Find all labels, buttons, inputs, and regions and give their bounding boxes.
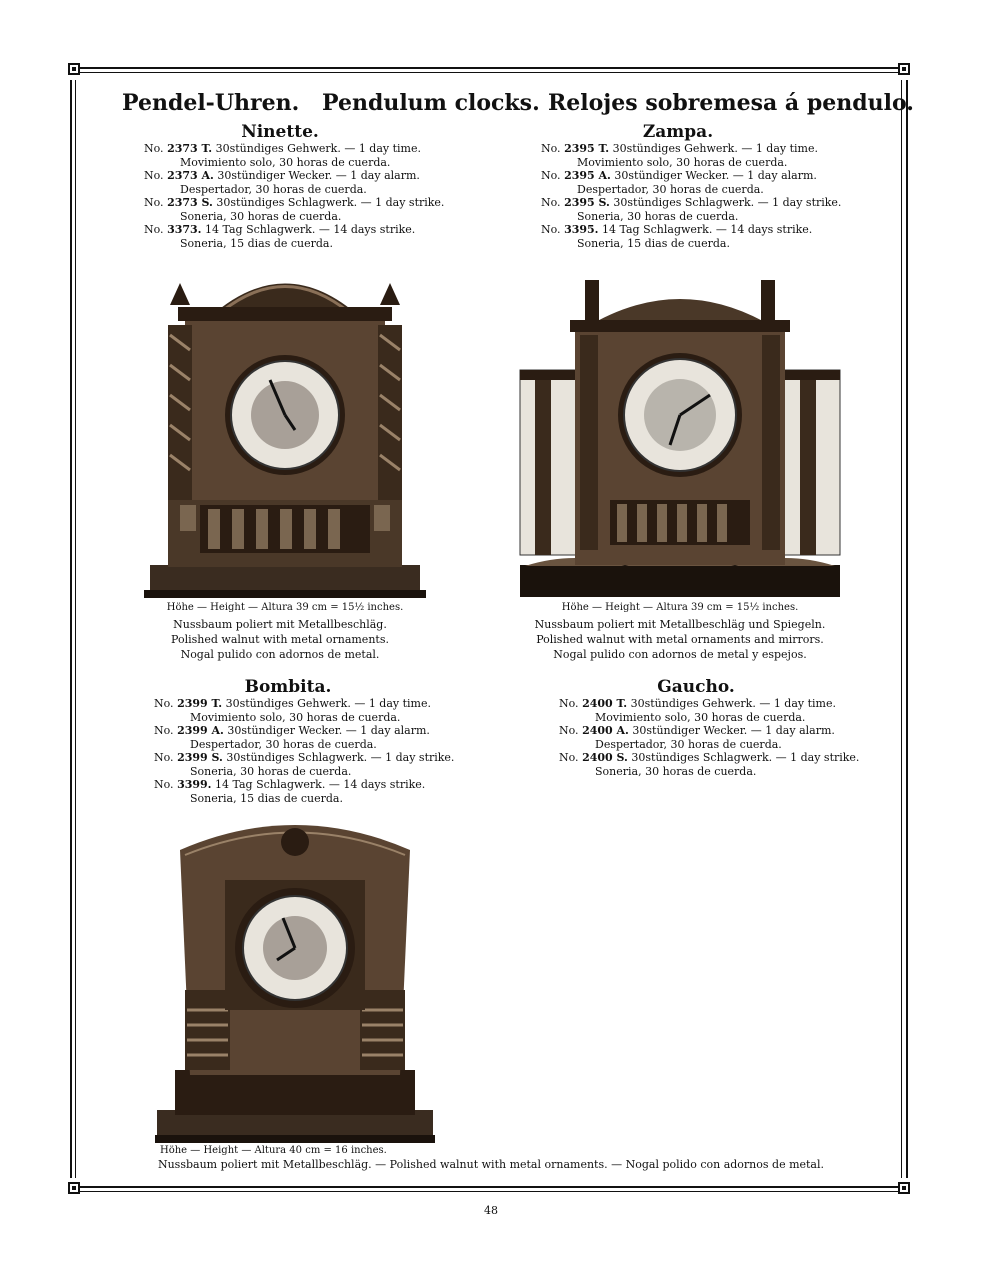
spec-list-ninette bbox=[144, 142, 444, 250]
spec-no: No. bbox=[541, 142, 561, 155]
spec-row bbox=[144, 142, 444, 156]
clock-illustration-bombita bbox=[155, 810, 435, 1145]
spec-text: 30stündiges Gehwerk. — 1 day time. bbox=[630, 697, 836, 710]
spec-text: 14 Tag Schlagwerk. — 14 days strike. bbox=[602, 223, 813, 236]
spec-sub: Soneria, 15 dias de cuerda. bbox=[180, 236, 333, 250]
spec-row bbox=[541, 196, 841, 210]
desc-zampa bbox=[530, 617, 830, 662]
header-spanish: Relojes sobremesa á pendulo. bbox=[548, 90, 914, 116]
desc-line: Nogal pulido con adornos de metal. bbox=[180, 648, 380, 661]
spec-no: No. bbox=[559, 724, 579, 737]
spec-row bbox=[144, 223, 444, 237]
frame-top-line-2 bbox=[80, 72, 898, 73]
desc-line: Nussbaum poliert mit Metallbeschläg und Spiegeln. bbox=[534, 618, 826, 631]
spec-no: No. bbox=[154, 697, 174, 710]
spec-sub: Soneria, 30 horas de cuerda. bbox=[577, 209, 739, 223]
caption-bombita: Höhe — Height — Altura 40 cm = 16 inches. bbox=[160, 1145, 387, 1156]
spec-code: 2373 S. bbox=[167, 196, 213, 209]
spec-row bbox=[541, 169, 841, 183]
frame-corner-ornament bbox=[68, 63, 80, 75]
spec-no: No. bbox=[541, 169, 561, 182]
spec-sub: Movimiento solo, 30 horas de cuerda. bbox=[180, 155, 391, 169]
spec-code: 2373 A. bbox=[167, 169, 214, 182]
spec-text: 30stündiges Schlagwerk. — 1 day strike. bbox=[613, 196, 842, 209]
header-german: Pendel-Uhren. bbox=[122, 90, 300, 116]
frame-corner-ornament bbox=[898, 1182, 910, 1194]
spec-no: No. bbox=[154, 724, 174, 737]
spec-no: No. bbox=[144, 142, 164, 155]
spec-row bbox=[541, 223, 841, 237]
spec-code: 2399 A. bbox=[177, 724, 224, 737]
spec-row bbox=[541, 142, 841, 156]
spec-row bbox=[154, 778, 454, 792]
spec-sub: Soneria, 15 dias de cuerda. bbox=[577, 236, 730, 250]
spec-row bbox=[154, 697, 454, 711]
frame-bottom-line-1 bbox=[80, 1186, 898, 1188]
spec-code: 2400 A. bbox=[582, 724, 629, 737]
spec-sub: Soneria, 15 dias de cuerda. bbox=[190, 791, 343, 805]
spec-list-zampa bbox=[541, 142, 841, 250]
caption-zampa: Höhe — Height — Altura 39 cm = 15½ inches. bbox=[561, 602, 799, 613]
spec-text: 30stündiges Schlagwerk. — 1 day strike. bbox=[226, 751, 455, 764]
spec-text: 30stündiges Gehwerk. — 1 day time. bbox=[215, 142, 421, 155]
spec-code: 3399. bbox=[177, 778, 212, 791]
spec-no: No. bbox=[559, 697, 579, 710]
spec-no: No. bbox=[144, 169, 164, 182]
spec-sub: Movimiento solo, 30 horas de cuerda. bbox=[577, 155, 788, 169]
frame-bottom-line-2 bbox=[80, 1191, 898, 1192]
spec-list-bombita bbox=[154, 697, 454, 805]
clock-illustration-zampa bbox=[515, 270, 845, 600]
spec-no: No. bbox=[154, 751, 174, 764]
model-title-ninette: Ninette. bbox=[241, 122, 319, 142]
desc-line: Polished walnut with metal ornaments and mirrors. bbox=[536, 633, 824, 646]
frame-left-line-1 bbox=[70, 80, 72, 1178]
page-number: 48 bbox=[484, 1204, 498, 1217]
spec-text: 14 Tag Schlagwerk. — 14 days strike. bbox=[205, 223, 416, 236]
desc-line: Nogal pulido con adornos de metal y espejos. bbox=[553, 648, 807, 661]
clock-illustration-ninette bbox=[140, 255, 430, 600]
spec-text: 30stündiges Schlagwerk. — 1 day strike. bbox=[631, 751, 860, 764]
spec-sub: Despertador, 30 horas de cuerda. bbox=[577, 182, 764, 196]
spec-code: 2400 T. bbox=[582, 697, 628, 710]
frame-left-line-2 bbox=[75, 80, 76, 1178]
spec-row bbox=[154, 751, 454, 765]
spec-code: 2399 S. bbox=[177, 751, 223, 764]
spec-row bbox=[559, 751, 859, 765]
spec-sub: Soneria, 30 horas de cuerda. bbox=[190, 764, 352, 778]
spec-no: No. bbox=[154, 778, 174, 791]
spec-row bbox=[559, 697, 859, 711]
spec-text: 14 Tag Schlagwerk. — 14 days strike. bbox=[215, 778, 426, 791]
spec-no: No. bbox=[144, 196, 164, 209]
spec-text: 30stündiger Wecker. — 1 day alarm. bbox=[227, 724, 430, 737]
model-title-zampa: Zampa. bbox=[642, 122, 714, 142]
spec-no: No. bbox=[541, 223, 561, 236]
model-title-gaucho: Gaucho. bbox=[657, 677, 735, 697]
header-english: Pendulum clocks. bbox=[322, 90, 540, 116]
spec-sub: Movimiento solo, 30 horas de cuerda. bbox=[595, 710, 806, 724]
spec-sub: Despertador, 30 horas de cuerda. bbox=[595, 737, 782, 751]
spec-row bbox=[559, 724, 859, 738]
frame-corner-ornament bbox=[898, 63, 910, 75]
frame-right-line-1 bbox=[906, 80, 908, 1178]
spec-code: 3395. bbox=[564, 223, 599, 236]
spec-text: 30stündiger Wecker. — 1 day alarm. bbox=[614, 169, 817, 182]
spec-no: No. bbox=[144, 223, 164, 236]
model-title-bombita: Bombita. bbox=[244, 677, 332, 697]
spec-row bbox=[154, 724, 454, 738]
spec-sub: Soneria, 30 horas de cuerda. bbox=[595, 764, 757, 778]
bottom-description: Nussbaum poliert mit Metallbeschläg. — Polished walnut with metal ornaments. — Nogal polido con adornos de metal. bbox=[157, 1158, 825, 1171]
spec-text: 30stündiger Wecker. — 1 day alarm. bbox=[217, 169, 420, 182]
spec-sub: Despertador, 30 horas de cuerda. bbox=[180, 182, 367, 196]
spec-text: 30stündiges Gehwerk. — 1 day time. bbox=[612, 142, 818, 155]
spec-row bbox=[144, 169, 444, 183]
spec-text: 30stündiges Schlagwerk. — 1 day strike. bbox=[216, 196, 445, 209]
spec-list-gaucho bbox=[559, 697, 859, 778]
spec-text: 30stündiges Gehwerk. — 1 day time. bbox=[225, 697, 431, 710]
spec-no: No. bbox=[559, 751, 579, 764]
spec-code: 2400 S. bbox=[582, 751, 628, 764]
desc-line: Nussbaum poliert mit Metallbeschläg. bbox=[173, 618, 387, 631]
spec-sub: Despertador, 30 horas de cuerda. bbox=[190, 737, 377, 751]
frame-corner-ornament bbox=[68, 1182, 80, 1194]
frame-right-line-2 bbox=[901, 80, 902, 1178]
spec-sub: Movimiento solo, 30 horas de cuerda. bbox=[190, 710, 401, 724]
spec-no: No. bbox=[541, 196, 561, 209]
spec-code: 2395 A. bbox=[564, 169, 611, 182]
spec-code: 3373. bbox=[167, 223, 202, 236]
spec-text: 30stündiger Wecker. — 1 day alarm. bbox=[632, 724, 835, 737]
spec-code: 2373 T. bbox=[167, 142, 213, 155]
frame-top-line-1 bbox=[80, 67, 898, 69]
spec-code: 2395 S. bbox=[564, 196, 610, 209]
caption-ninette: Höhe — Height — Altura 39 cm = 15½ inches. bbox=[166, 602, 404, 613]
spec-row bbox=[144, 196, 444, 210]
spec-sub: Soneria, 30 horas de cuerda. bbox=[180, 209, 342, 223]
spec-code: 2395 T. bbox=[564, 142, 610, 155]
desc-line: Polished walnut with metal ornaments. bbox=[171, 633, 389, 646]
desc-ninette bbox=[140, 617, 420, 662]
spec-code: 2399 T. bbox=[177, 697, 223, 710]
